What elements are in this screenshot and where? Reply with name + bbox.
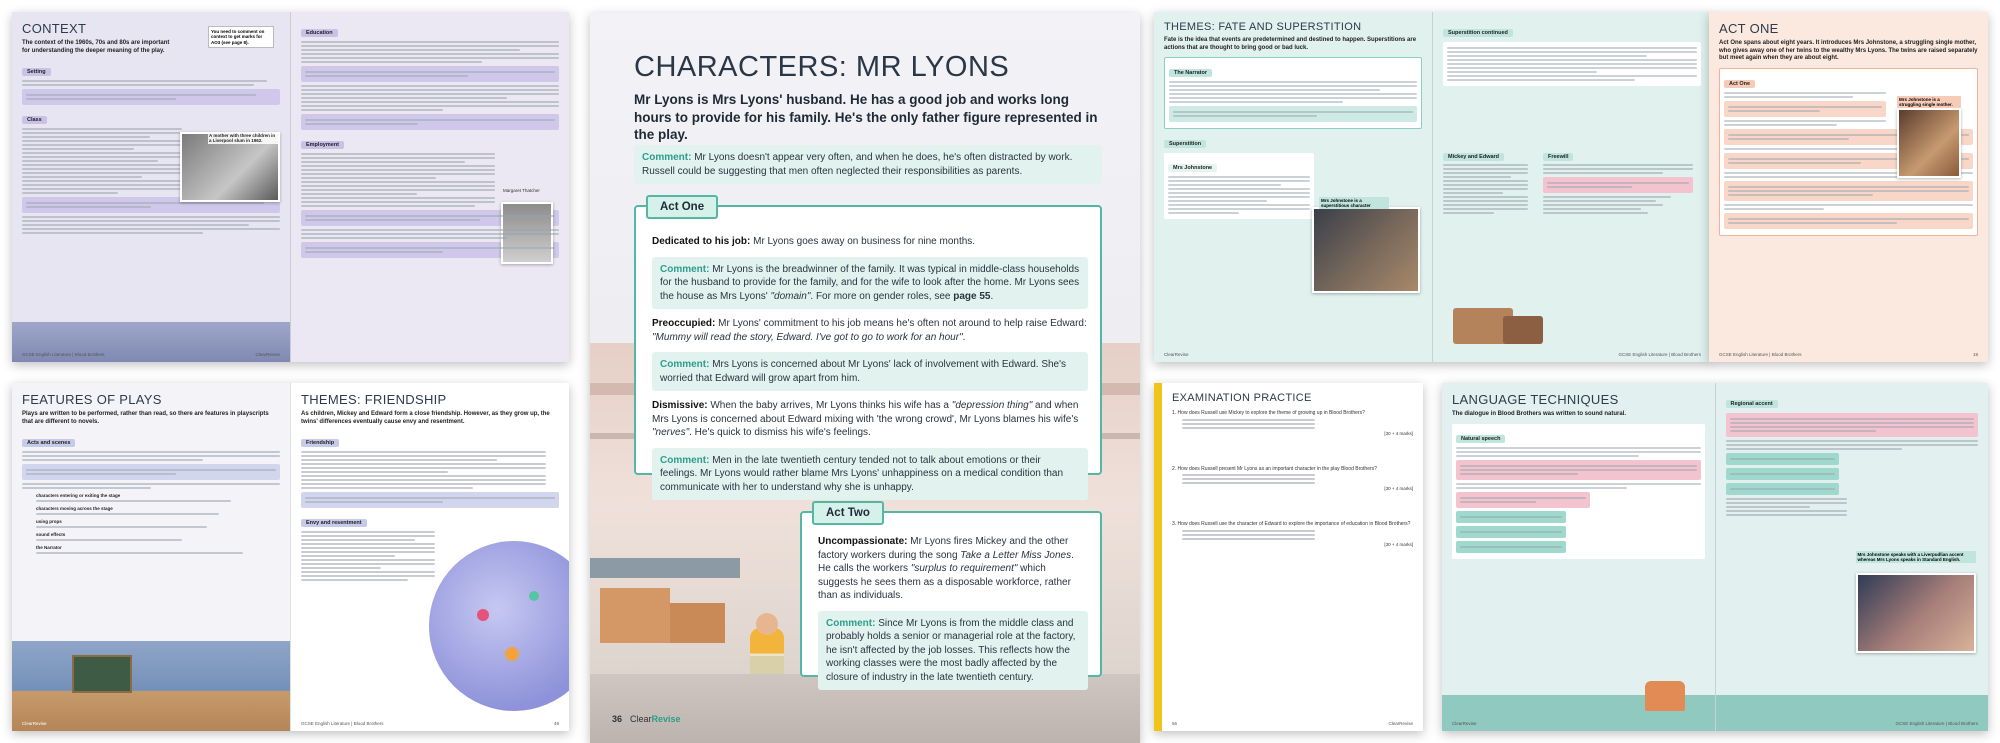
- act-one-thumb-page: [1709, 12, 1988, 362]
- intro-comment-text: Mr Lyons doesn't appear very often, and when he does, he's often distracted by work. Russell could be suggesting that men often neglected their responsibilities as parents.: [642, 152, 1073, 177]
- features-item-0: characters entering or exiting the stage: [36, 493, 121, 498]
- act-one-comment-2: Comment: Mrs Lyons is concerned about Mr Lyons' lack of involvement with Edward. She's worried that Edward will grow apart from him.: [652, 352, 1088, 391]
- act-one-preoccupied: Preoccupied: Mr Lyons' commitment to his job means he's often not around to help raise Edward: "Mummy will read the story, Edward. I've got to go to work for an hour".: [652, 318, 1087, 343]
- features-item-3: sound effects: [36, 532, 66, 537]
- mr-lyons-page: [590, 13, 1140, 743]
- brand-logo: ClearRevise: [630, 714, 681, 724]
- context-head-setting: Setting: [22, 68, 51, 76]
- exam-title: EXAMINATION PRACTICE: [1172, 392, 1312, 404]
- gender-roles-page-ref: page 55: [953, 290, 991, 302]
- exam-q3-marks: [30 + 4 marks]: [1384, 541, 1413, 547]
- sweets-illustration: [429, 541, 569, 711]
- classroom-illustration: [12, 641, 290, 731]
- worker-head: [756, 613, 778, 635]
- mrs-johnstone-caption: Mrs Johnstone is a struggling single mother.: [1897, 96, 1961, 108]
- language-right-page: [1715, 383, 1989, 731]
- language-spread: [1442, 383, 1988, 731]
- fate-head-superstition: Superstition: [1164, 140, 1206, 148]
- features-item-2: using props: [36, 519, 62, 524]
- features-page: [12, 383, 290, 731]
- exam-spread: [1154, 383, 1423, 731]
- friendship-subtitle: As children, Mickey and Edward form a close friendship. However, as they grow up, the twins' differences eventually cause envy and resentment.: [301, 411, 550, 425]
- exam-page: [1154, 383, 1423, 731]
- act-one-panel: [634, 201, 1102, 493]
- context-foot-right: ClearRevise: [255, 352, 280, 357]
- features-head-acts: Acts and scenes: [22, 439, 75, 447]
- act-one-comment-1: Comment: Mr Lyons is the breadwinner of the family. It was typical in middle-class households for the husband to provide for the family, and for the wife to look after the home. Mr Lyons sees the house as Mrs Lyons' "domain". For more on gender roles, see page 55.: [652, 257, 1088, 310]
- features-subtitle: Plays are written to be performed, rather than read, so there are features in playscripts that are different to novels.: [22, 411, 269, 425]
- context-spread: [12, 12, 569, 362]
- fate-subtitle: Fate is the idea that events are predetermined and destined to happen. Superstitions are actions that are thought to bring good or bad luck.: [1164, 37, 1417, 51]
- friendship-head-envy: Envy and resentment: [301, 519, 367, 527]
- thatcher-caption: Margaret Thatcher: [503, 188, 540, 193]
- act-two-comment-1: Comment: Since Mr Lyons is from the middle class and probably holds a senior or managerial role at the factory, he isn't affected by the job losses. This reflects how the working classes were the most badly affected by the closure of industry in the late twentieth century.: [818, 611, 1088, 691]
- friendship-head-friendship: Friendship: [301, 439, 339, 447]
- act-one-thumb-foot-left: GCSE English Literature | Blood Brothers: [1719, 352, 1802, 357]
- exam-foot-left: 56: [1172, 721, 1178, 726]
- exam-q3: 3. How does Russell use the character of Edward to explore the importance of education in Blood Brothers?: [1172, 521, 1411, 527]
- language-left-page: [1442, 383, 1715, 731]
- fate-foot-right: GCSE English Literature | Blood Brothers: [1618, 352, 1701, 357]
- page-number: 36: [612, 714, 623, 724]
- act-one-thumb-title: ACT ONE: [1719, 21, 1779, 36]
- act-one-comment-3: Comment: Men in the late twentieth century tended not to talk about emotions or their feelings. Mr Lyons would rather blame Mrs Lyons' unhappiness on a medical condition than communicate with her to understand why she is unhappy.: [652, 448, 1088, 501]
- fate-head-narrator: The Narrator: [1169, 69, 1212, 77]
- fate-right-page: [1432, 12, 1711, 362]
- slum-photo-caption: A mother with three children in a Liverpool slum in 1962.: [208, 132, 278, 144]
- fate-spread: [1154, 12, 1711, 362]
- context-left-page: [12, 12, 290, 362]
- language-foot-left: ClearRevise: [1452, 721, 1477, 726]
- fate-head-mickey-edward: Mickey and Edward: [1443, 153, 1504, 161]
- context-title: CONTEXT: [22, 21, 87, 36]
- context-subtitle: The context of the 1960s, 70s and 80s are important for understanding the deeper meaning of the play.: [22, 40, 170, 54]
- features-item-4: the Narrator: [36, 545, 62, 550]
- context-comment: [22, 89, 280, 105]
- context-head-employment: Employment: [301, 141, 344, 149]
- friendship-foot-right: 49: [553, 721, 559, 726]
- act-two-uncompassionate: Uncompassionate: Mr Lyons fires Mickey and the other factory workers during the song Take a Letter Miss Jones. He calls the workers "surplus to requirement" which suggests he sees them as a disposable workforce, rather than as individuals.: [818, 536, 1074, 601]
- mrs-johnstone-photo: [1897, 108, 1961, 178]
- context-head-class: Class: [22, 116, 47, 124]
- context-right-page: [290, 12, 569, 362]
- fate-head-freewill: Freewill: [1543, 153, 1573, 161]
- friendship-page: [290, 383, 569, 731]
- exam-foot-right: ClearRevise: [1388, 721, 1413, 726]
- language-foot-right: GCSE English Literature | Blood Brothers: [1895, 721, 1978, 726]
- fate-title: THEMES: FATE AND SUPERSTITION: [1164, 21, 1362, 33]
- features-friendship-spread: [12, 383, 569, 731]
- fate-foot-left: ClearRevise: [1164, 352, 1189, 357]
- act-one-dedicated: Dedicated to his job: Mr Lyons goes away on business for nine months.: [652, 236, 976, 247]
- page-intro: Mr Lyons is Mrs Lyons' husband. He has a good job and works long hours to provide for his family. He's the only father figure represented in the play.: [634, 92, 1098, 143]
- act-one-thumb: [1709, 12, 1988, 362]
- exam-q1: 1. How does Russell use Mickey to explore the theme of growing up in Blood Brothers?: [1172, 410, 1365, 416]
- context-head-education: Education: [301, 29, 338, 37]
- language-title: LANGUAGE TECHNIQUES: [1452, 392, 1619, 407]
- exam-q2: 2. How does Russell present Mr Lyons as an important character in the play Blood Brothers?: [1172, 465, 1377, 472]
- conveyor-belt: [590, 558, 740, 578]
- intro-comment: [634, 145, 1102, 184]
- act-one-thumb-head: Act One: [1724, 80, 1755, 88]
- accent-photo-caption: Mrs Johnstone speaks with a Liverpudlian accent whereas Mrs Lyons speaks in Standard English.: [1856, 551, 1976, 563]
- language-head-natural: Natural speech: [1456, 435, 1505, 443]
- friendship-title: THEMES: FRIENDSHIP: [301, 392, 447, 407]
- language-head-regional: Regional accent: [1726, 400, 1778, 408]
- fate-left-page: [1154, 12, 1432, 362]
- act-one-tab: Act One: [646, 195, 718, 219]
- exam-q2-marks: [30 + 4 marks]: [1384, 486, 1413, 491]
- context-tip: You need to comment on context to get marks for AO3 (see page 8).: [208, 26, 274, 48]
- fate-head-continued: Superstition continued: [1443, 29, 1513, 37]
- chalkboard: [72, 655, 132, 693]
- exam-hazard-stripe: [1154, 383, 1162, 731]
- armchair: [1645, 681, 1685, 711]
- comment-label: Comment:: [642, 152, 692, 163]
- features-title: FEATURES OF PLAYS: [22, 392, 162, 407]
- page-title: CHARACTERS: MR LYONS: [634, 51, 1010, 83]
- features-item-1: characters moving across the stage: [36, 506, 113, 511]
- accent-photo: [1856, 573, 1976, 653]
- context-foot-left: GCSE English Literature | Blood Brothers: [22, 352, 105, 357]
- exam-q1-marks: [30 + 4 marks]: [1384, 430, 1413, 436]
- act-one-thumb-foot-right: 19: [1972, 352, 1978, 357]
- act-two-tab: Act Two: [812, 501, 884, 525]
- box-stack: [600, 588, 670, 643]
- fate-head-mrs-johnstone: Mrs Johnstone: [1168, 164, 1217, 172]
- act-one-dismissive: Dismissive: When the baby arrives, Mr Lyons thinks his wife has a "depression thing" and when Mrs Lyons is concerned about Edward mixing with 'the wrong crowd', Mr Lyons blames his wife's "nerves". He's quick to dismiss his wife's feelings.: [652, 400, 1079, 438]
- friendship-foot-left: GCSE English Literature | Blood Brothers: [301, 721, 384, 726]
- superstition-photo: [1312, 207, 1420, 293]
- act-one-thumb-subtitle: Act One spans about eight years. It introduces Mrs Johnstone, a struggling single mother, who gives away one of her twins to the wealthy Mrs Lyons. The twins are raised separately but meet again when they are about eight.: [1719, 40, 1978, 61]
- act-two-panel: [800, 507, 1102, 683]
- features-foot-left: ClearRevise: [22, 721, 47, 726]
- superstition-photo-caption: Mrs Johnstone is a superstitious character: [1319, 197, 1389, 209]
- language-subtitle: The dialogue in Blood Brothers was written to sound natural.: [1452, 411, 1627, 417]
